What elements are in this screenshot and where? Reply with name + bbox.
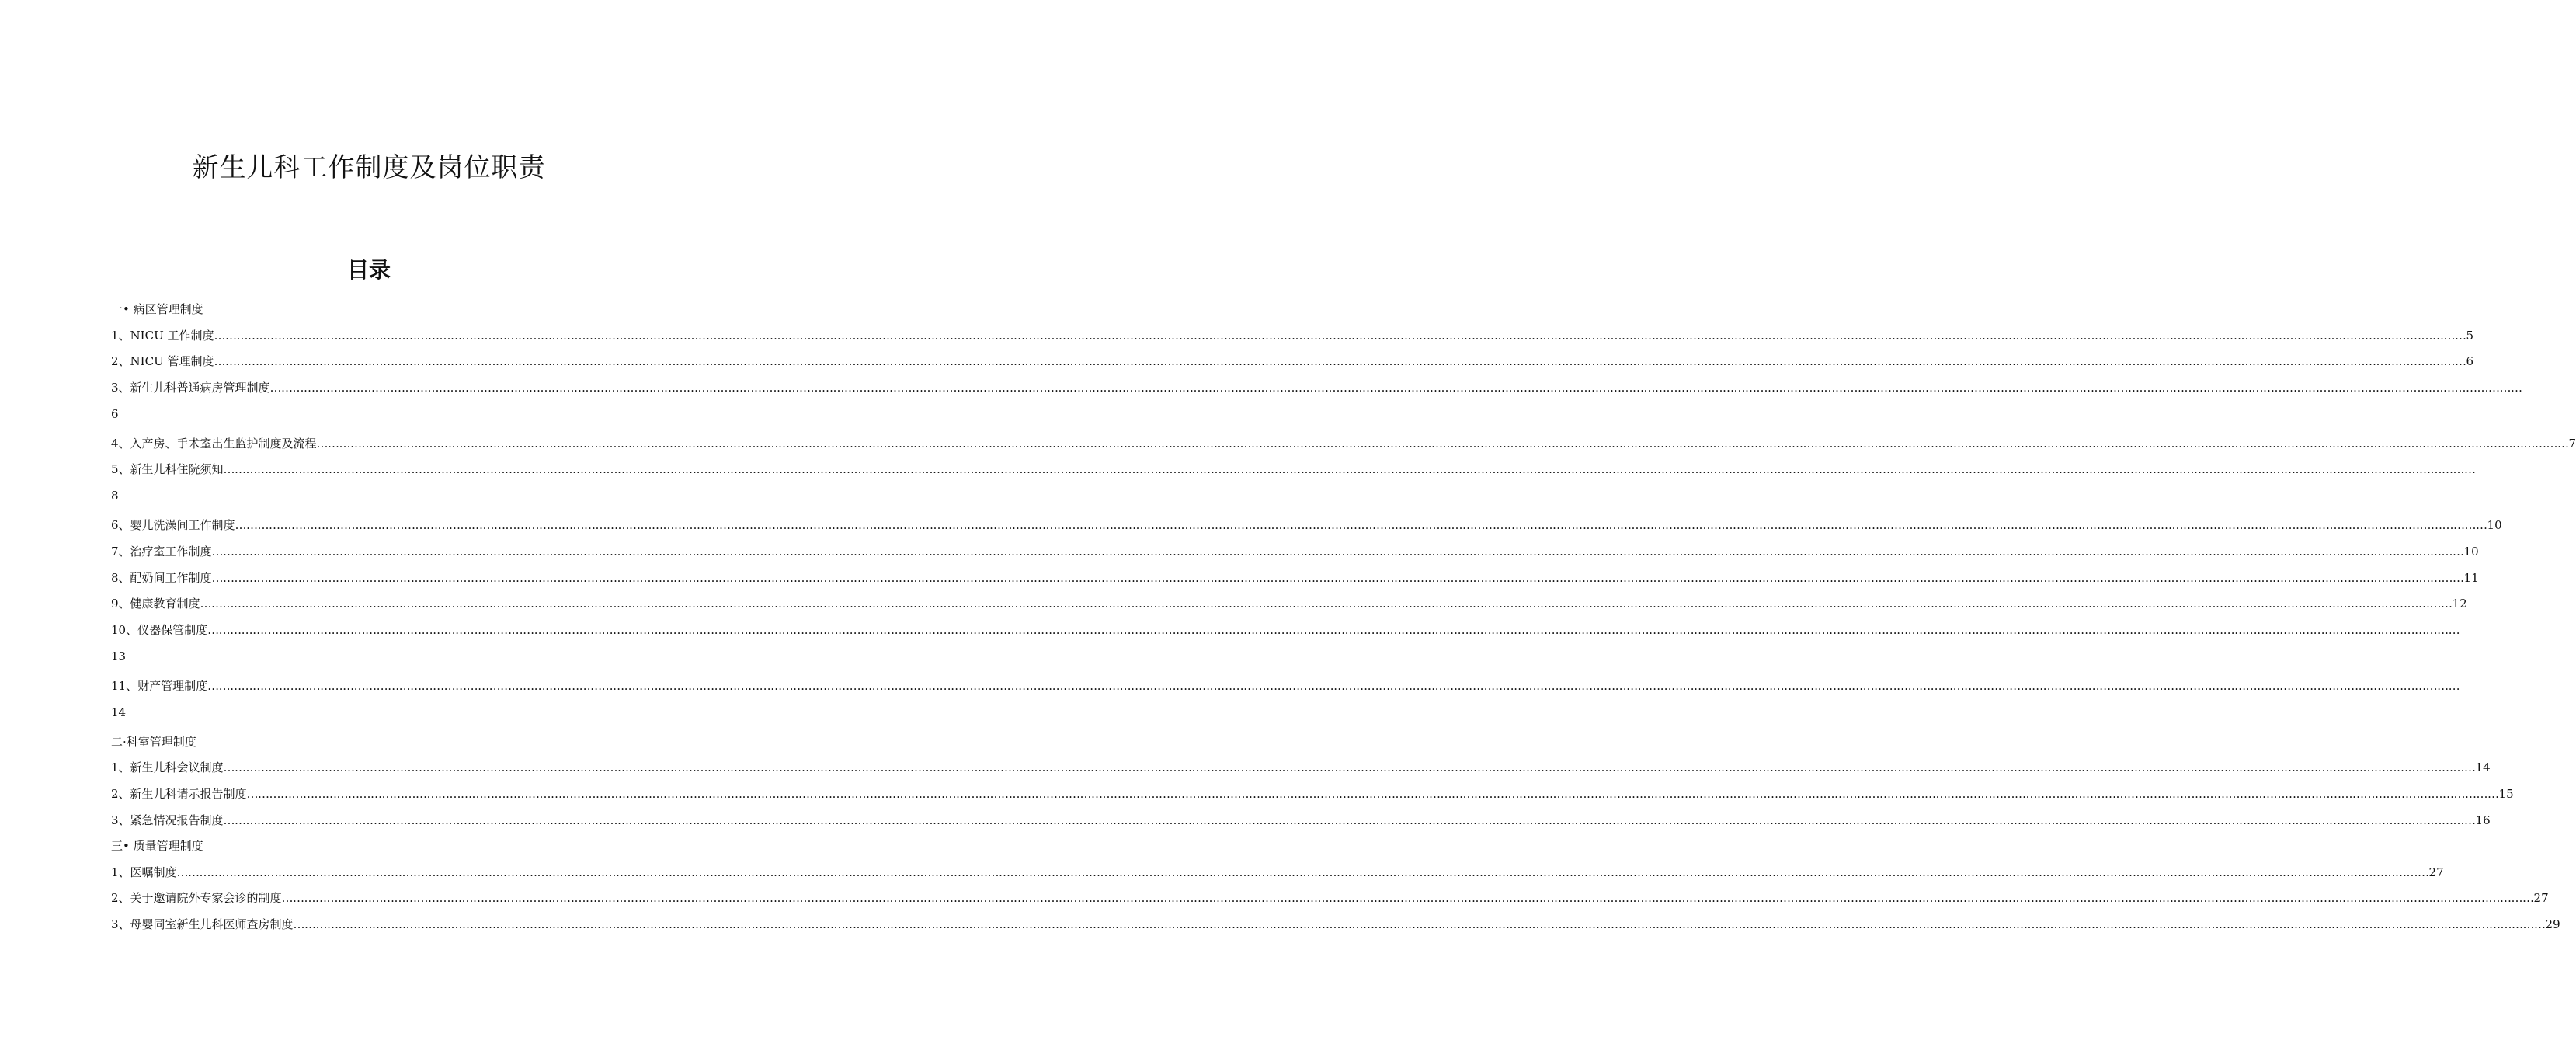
toc-entry-page: 12 bbox=[2452, 597, 2467, 611]
toc-leader-dots: …………………………………………………………………………………………………………………………………………………………………………………………………………………………………………………………………………………………………………………………………………………………………………………………………………………………………………………………………………………………………………………………………………………… bbox=[211, 570, 2464, 585]
toc-entry bbox=[111, 353, 2474, 369]
toc-entry-page-line bbox=[111, 705, 173, 719]
toc-entry-page: 27 bbox=[2428, 865, 2444, 879]
toc-entry-label: 2、关于邀请院外专家会诊的制度 bbox=[111, 891, 282, 906]
toc-entry-page: 13 bbox=[111, 649, 127, 663]
toc-entry-page: 15 bbox=[2498, 787, 2514, 801]
toc-section-heading: 三• 质量管理制度 bbox=[111, 839, 203, 854]
toc-entry bbox=[111, 785, 2514, 802]
toc-entry bbox=[111, 812, 2491, 828]
toc-entry-page-line bbox=[111, 407, 173, 421]
toc-leader-dots: …………………………………………………………………………………………………………………………………………………………………………………………………………………………………………………………………………………………………………………………………………………………………………………………………………………………………………………………………………………………………………………………………………………… bbox=[246, 787, 2499, 801]
toc-entry-label: 1、NICU 工作制度 bbox=[111, 328, 214, 343]
toc-section bbox=[111, 733, 627, 750]
toc-entry-label: 3、新生儿科普通病房管理制度 bbox=[111, 380, 270, 395]
toc-leader-dots: …………………………………………………………………………………………………………………………………………………………………………………………………………………………………………………………………………………………………………………………………………………………………………………………………………………………………………………………………………………………………………………………………………………… bbox=[200, 597, 2453, 611]
toc-leader-dots: …………………………………………………………………………………………………………………………………………………………………………………………………………………………………………………………………………………………………………………………………………………………………………………………………………………………………………………………………………………………………………………………………………………… bbox=[207, 678, 2460, 693]
toc-entry-label: 8、配奶间工作制度 bbox=[111, 570, 212, 585]
toc-entry bbox=[111, 916, 2560, 932]
toc-entry bbox=[111, 543, 2479, 559]
toc-entry-page-line bbox=[111, 649, 173, 663]
toc-entry-page: 7 bbox=[2568, 436, 2576, 451]
toc-entry-label: 2、NICU 管理制度 bbox=[111, 354, 214, 369]
toc-entry bbox=[111, 621, 2460, 638]
toc-entry-label: 9、健康教育制度 bbox=[111, 597, 200, 611]
toc-entry-label: 1、医嘱制度 bbox=[111, 865, 177, 879]
toc-entry-page: 27 bbox=[2533, 891, 2549, 906]
toc-section bbox=[111, 837, 627, 854]
toc-entry-label: 7、治疗室工作制度 bbox=[111, 545, 212, 559]
toc-leader-dots: …………………………………………………………………………………………………………………………………………………………………………………………………………………………………………………………………………………………………………………………………………………………………………………………………………………………………………………………………………………………………………………………………………………… bbox=[235, 518, 2487, 533]
toc-section-heading: 一• 病区管理制度 bbox=[111, 302, 203, 316]
toc-heading: 目录 bbox=[346, 257, 391, 283]
toc-leader-dots: …………………………………………………………………………………………………………………………………………………………………………………………………………………………………………………………………………………………………………………………………………………………………………………………………………………………………………………………………………………………………………………………………………………… bbox=[269, 380, 2522, 395]
toc-entry-page: 8 bbox=[111, 489, 119, 503]
toc-leader-dots: …………………………………………………………………………………………………………………………………………………………………………………………………………………………………………………………………………………………………………………………………………………………………………………………………………………………………………………………………………………………………………………………………………………… bbox=[211, 545, 2464, 559]
toc-leader-dots: …………………………………………………………………………………………………………………………………………………………………………………………………………………………………………………………………………………………………………………………………………………………………………………………………………………………………………………………………………………………………………………………………………………… bbox=[293, 917, 2546, 931]
toc-entry-label: 3、紧急情况报告制度 bbox=[111, 813, 224, 827]
toc-leader-dots: …………………………………………………………………………………………………………………………………………………………………………………………………………………………………………………………………………………………………………………………………………………………………………………………………………………………………………………………………………………………………………………………………………………… bbox=[223, 462, 2476, 477]
toc-entry bbox=[111, 889, 2549, 906]
toc-entry bbox=[111, 677, 2460, 694]
toc-entry-page: 16 bbox=[2475, 813, 2491, 827]
toc-entry-page: 14 bbox=[111, 705, 127, 719]
toc-entry bbox=[111, 327, 2474, 343]
toc-entry bbox=[111, 379, 2522, 395]
toc-entry-label: 6、婴儿洗澡间工作制度 bbox=[111, 518, 235, 533]
toc-leader-dots: …………………………………………………………………………………………………………………………………………………………………………………………………………………………………………………………………………………………………………………………………………………………………………………………………………………………………………………………………………………………………………………………………………………… bbox=[214, 328, 2466, 343]
toc-entry-label: 4、入产房、手术室出生监护制度及流程 bbox=[111, 436, 317, 451]
toc-leader-dots: …………………………………………………………………………………………………………………………………………………………………………………………………………………………………………………………………………………………………………………………………………………………………………………………………………………………………………………………………………………………………………………………………………………… bbox=[207, 622, 2460, 637]
toc-entry bbox=[111, 517, 2502, 533]
toc-entry-label: 2、新生儿科请示报告制度 bbox=[111, 787, 247, 801]
toc-section bbox=[111, 301, 627, 317]
toc-entry-page: 6 bbox=[111, 406, 119, 421]
toc-leader-dots: …………………………………………………………………………………………………………………………………………………………………………………………………………………………………………………………………………………………………………………………………………………………………………………………………………………………………………………………………………………………………………………………………………………… bbox=[223, 813, 2476, 827]
toc-entry-page: 29 bbox=[2545, 917, 2560, 931]
toc-leader-dots: …………………………………………………………………………………………………………………………………………………………………………………………………………………………………………………………………………………………………………………………………………………………………………………………………………………………………………………………………………………………………………………………………………………… bbox=[214, 354, 2466, 369]
toc-leader-dots: …………………………………………………………………………………………………………………………………………………………………………………………………………………………………………………………………………………………………………………………………………………………………………………………………………………………………………………………………………………………………………………………………………………… bbox=[223, 760, 2476, 775]
toc-entry bbox=[111, 461, 2476, 477]
toc-entry bbox=[111, 759, 2491, 775]
toc-entry-label: 1、新生儿科会议制度 bbox=[111, 760, 224, 775]
toc-entry-label: 3、母婴同室新生儿科医师查房制度 bbox=[111, 917, 294, 931]
toc-leader-dots: …………………………………………………………………………………………………………………………………………………………………………………………………………………………………………………………………………………………………………………………………………………………………………………………………………………………………………………………………………………………………………………………………………………… bbox=[281, 891, 2534, 906]
toc-entry bbox=[111, 864, 2444, 880]
toc-entry-page-line bbox=[111, 489, 173, 503]
document-title: 新生儿科工作制度及岗位职责 bbox=[192, 152, 546, 183]
toc-leader-dots: …………………………………………………………………………………………………………………………………………………………………………………………………………………………………………………………………………………………………………………………………………………………………………………………………………………………………………………………………………………………………………………………………………………… bbox=[316, 436, 2569, 451]
toc-entry-page: 6 bbox=[2466, 354, 2474, 369]
toc-section-heading: 二·科室管理制度 bbox=[111, 734, 196, 749]
toc-leader-dots: …………………………………………………………………………………………………………………………………………………………………………………………………………………………………………………………………………………………………………………………………………………………………………………………………………………………………………………………………………………………………………………………………………………… bbox=[176, 865, 2429, 879]
toc-entry-page: 5 bbox=[2466, 328, 2474, 343]
toc-entry-page: 11 bbox=[2463, 570, 2479, 585]
toc-entry-page: 14 bbox=[2475, 760, 2491, 775]
toc-entry bbox=[111, 569, 2479, 586]
toc-entry-label: 10、仪器保管制度 bbox=[111, 622, 208, 637]
toc-entry-label: 11、财产管理制度 bbox=[111, 678, 208, 693]
toc-entry-page: 10 bbox=[2463, 545, 2479, 559]
toc-entry-label: 5、新生儿科住院须知 bbox=[111, 462, 224, 477]
toc-entry-page: 10 bbox=[2487, 518, 2502, 533]
toc-entry bbox=[111, 595, 2467, 611]
toc-entry bbox=[111, 435, 2576, 451]
